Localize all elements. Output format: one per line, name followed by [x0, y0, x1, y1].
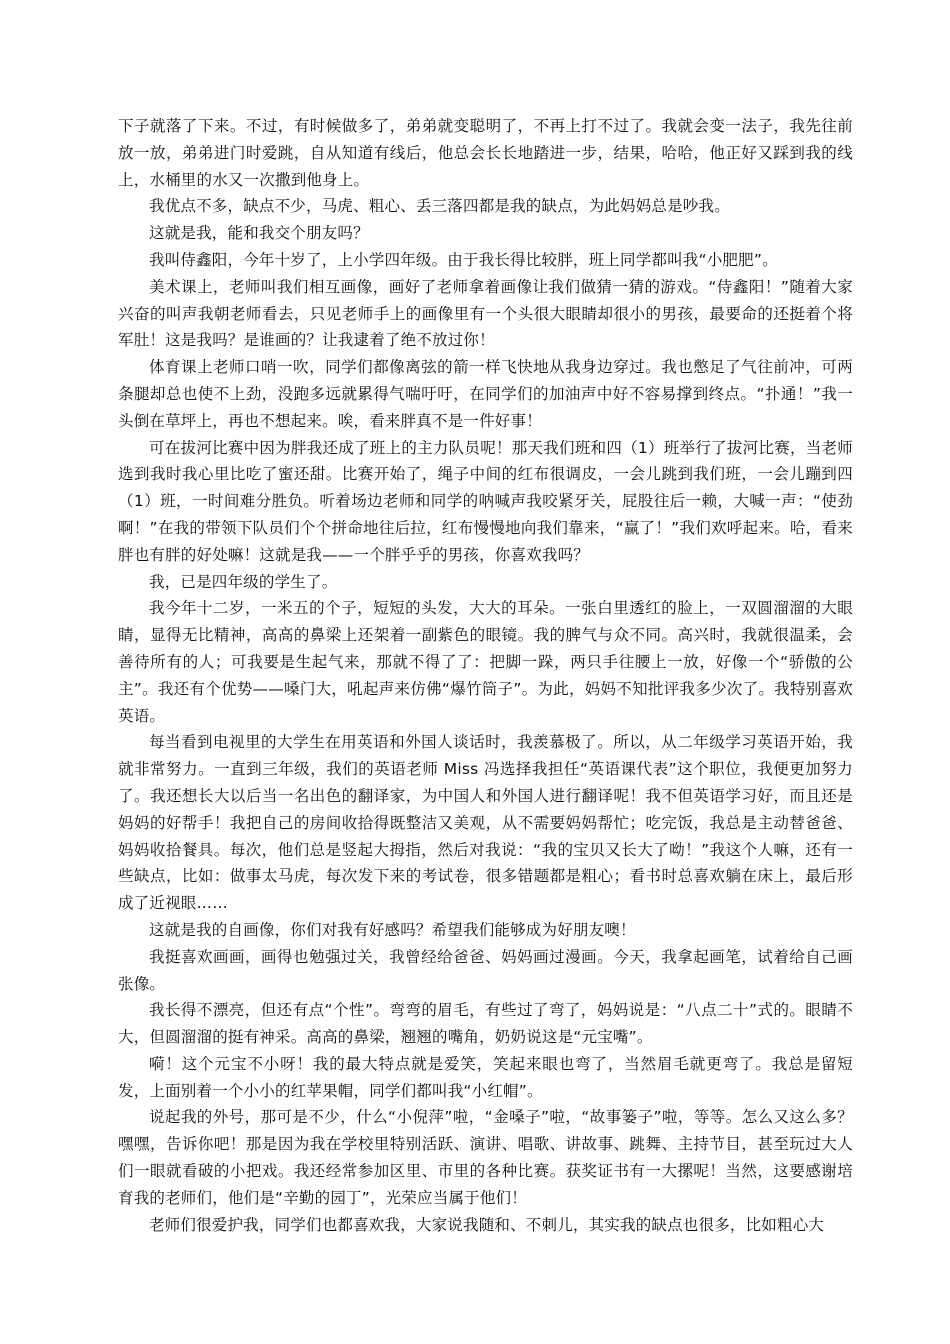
paragraph-4: 我叫侍鑫阳，今年十岁了，上小学四年级。由于我长得比较胖，班上同学都叫我“小肥肥”。 [149, 250, 778, 269]
paragraph-2: 我优点不多，缺点不少，马虎、粗心、丢三落四都是我的缺点，为此妈妈总是吵我。 [149, 197, 730, 216]
paragraph-11: 这就是我的自画像，你们对我有好感吗？希望我们能够成为好朋友噢！ [149, 920, 636, 939]
paragraph-12: 我挺喜欢画画，画得也勉强过关，我曾经给爸爸、妈妈画过漫画。今天，我拿起画笔，试着给自己画张像。 [118, 947, 853, 993]
paragraph-8: 我，已是四年级的学生了。 [149, 572, 338, 591]
paragraph-14: 嗬！这个元宝不小呀！我的最大特点就是爱笑，笑起来眼也弯了，当然眉毛就更弯了。我总是留短发，上面别着一个小小的红苹果帽，同学们都叫我“小红帽”。 [118, 1054, 853, 1100]
paragraph-15: 说起我的外号，那可是不少，什么“小倪萍”啦，“金嗓子”啦，“故事篓子”啦，等等。怎么又这么多？嘿嘿，告诉你吧！那是因为我在学校里特别活跃、演讲、唱歌、讲故事、跳舞、主持节目，甚至玩过大人们一眼就看破的小把戏。我还经常参加区里、市里的各种比赛。获奖证书有一大摞呢！当然，这要感谢培育我的老师们，他们是“辛勤的园丁”，光荣应当属于他们！ [118, 1108, 853, 1207]
paragraph-13: 我长得不漂亮，但还有点“个性”。弯弯的眉毛，有些过了弯了，妈妈说是：“八点二十”式的。眼睛不大，但圆溜溜的挺有神采。高高的鼻梁，翘翘的嘴角，奶奶说这是“元宝嘴”。 [118, 1001, 853, 1047]
document-body [118, 113, 853, 1238]
paragraph-10: 每当看到电视里的大学生在用英语和外国人谈话时，我羡慕极了。所以，从二年级学习英语开始，我就非常努力。一直到三年级，我们的英语老师 Miss 冯选择我担任“英语课代表”这个职位，我便更加努力了。我还想长大以后当一名出色的翻译家，为中国人和外国人进行翻译呢！我不但英语学习好，而且还是妈妈的好帮手！我把自己的房间收拾得既整洁又美观，从不需要妈妈帮忙；吃完饭，我总是主动替爸爸、妈妈收拾餐具。每次，他们总是竖起大拇指，然后对我说：“我的宝贝又长大了呦！”我这个人嘛，还有一些缺点，比如：做事太马虎，每次发下来的考试卷，很多错题都是粗心；看书时总喜欢躺在床上，最后形成了近视眼…… [118, 733, 853, 913]
paragraph-3: 这就是我，能和我交个朋友吗？ [149, 224, 369, 243]
paragraph-6: 体育课上老师口哨一吹，同学们都像离弦的箭一样飞快地从我身边穿过。我也憋足了气往前冲，可两条腿却总也使不上劲，没跑多远就累得气喘吁吁，在同学们的加油声中好不容易撑到终点。“扑通！”我一头倒在草坪上，再也不想起来。唉，看来胖真不是一件好事！ [118, 358, 853, 430]
paragraph-1: 下子就落了下来。不过，有时候做多了，弟弟就变聪明了，不再上打不过了。我就会变一法子，我先往前放一放，弟弟进门时爱跳，自从知道有线后，他总会长长地踏进一步，结果，哈哈，他正好又踩到我的线上，水桶里的水又一次撒到他身上。 [118, 117, 853, 189]
paragraph-5: 美术课上，老师叫我们相互画像，画好了老师拿着画像让我们做猜一猜的游戏。“侍鑫阳！”随着大家兴奋的叫声我朝老师看去，只见老师手上的画像里有一个头很大眼睛却很小的男孩，最要命的还挺着个将军肚！这是我吗？是谁画的？让我逮着了绝不放过你！ [118, 277, 853, 350]
paragraph-7: 可在拔河比赛中因为胖我还成了班上的主力队员呢！那天我们班和四（1）班举行了拔河比赛，当老师选到我时我心里比吃了蜜还甜。比赛开始了，绳子中间的红布很调皮，一会儿跳到我们班，一会儿蹦到四（1）班，一时间难分胜负。听着场边老师和同学的呐喊声我咬紧牙关，屁股往后一赖，大喊一声：“使劲啊！”在我的带领下队员们个个拼命地往后拉，红布慢慢地向我们靠来，“赢了！”我们欢呼起来。哈，看来胖也有胖的好处嘛！这就是我——一个胖乎乎的男孩，你喜欢我吗？ [118, 438, 853, 564]
paragraph-9: 我今年十二岁，一米五的个子，短短的头发，大大的耳朵。一张白里透红的脸上，一双圆溜溜的大眼睛，显得无比精神，高高的鼻梁上还架着一副紫色的眼镜。我的脾气与众不同。高兴时，我就很温柔，会善待所有的人；可我要是生起气来，那就不得了了：把脚一跺，两只手往腰上一放，好像一个“骄傲的公主”。我还有个优势——嗓门大，吼起声来仿佛“爆竹筒子”。为此，妈妈不知批评我多少次了。我特别喜欢英语。 [118, 599, 853, 725]
paragraph-16: 老师们很爱护我，同学们也都喜欢我，大家说我随和、不刺儿，其实我的缺点也很多，比如粗心大 [149, 1215, 825, 1234]
